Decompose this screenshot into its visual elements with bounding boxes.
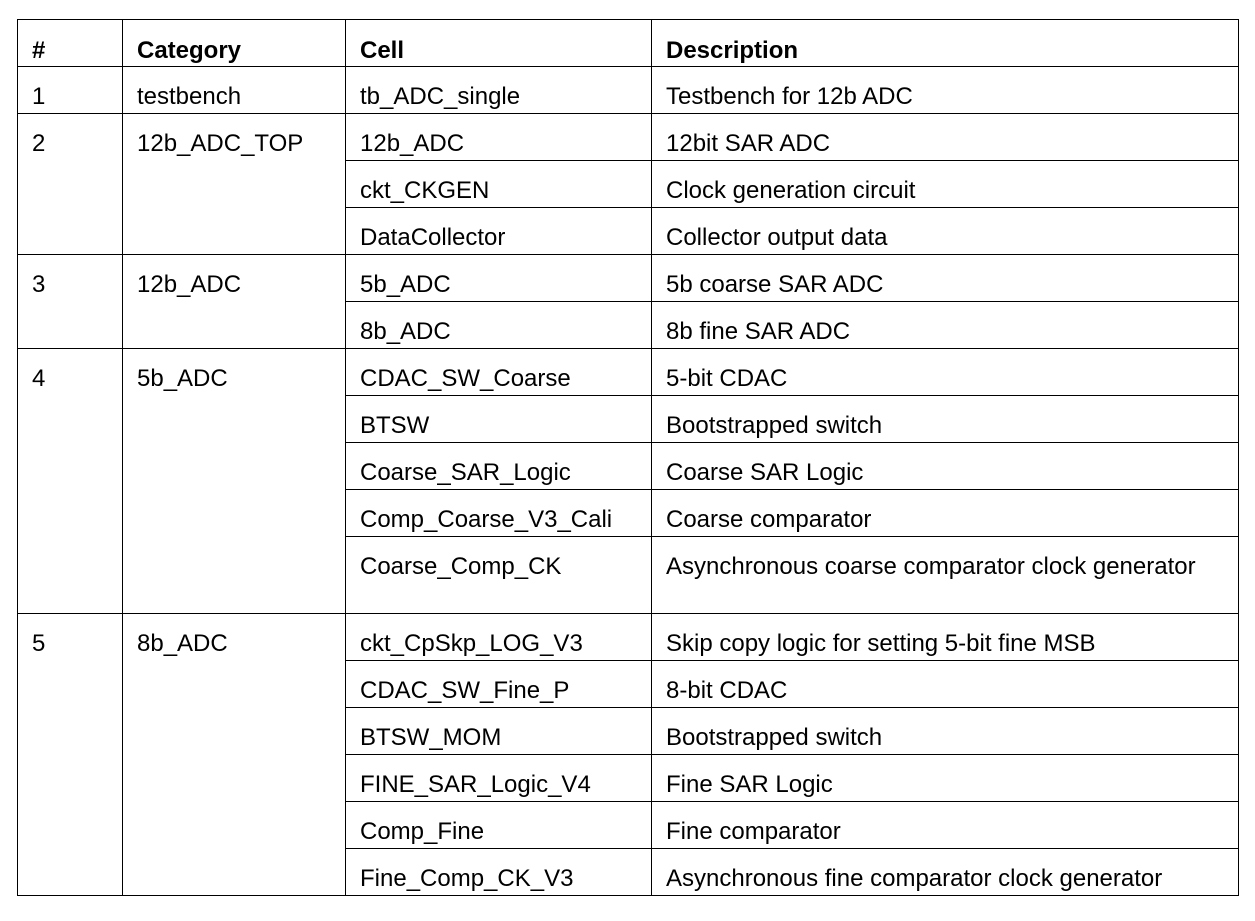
header-category: Category xyxy=(123,20,346,67)
table-row xyxy=(18,67,1239,114)
row-number: 5 xyxy=(18,614,123,896)
row-description: Bootstrapped switch xyxy=(652,396,1239,443)
row-description: Fine comparator xyxy=(652,802,1239,849)
row-number: 3 xyxy=(18,255,123,349)
row-description: Coarse comparator xyxy=(652,490,1239,537)
row-cell: Fine_Comp_CK_V3 xyxy=(346,849,652,896)
cell-table xyxy=(17,19,1239,896)
table-header xyxy=(18,20,1239,67)
row-cell: Coarse_Comp_CK xyxy=(346,537,652,614)
row-category: 5b_ADC xyxy=(123,349,346,614)
table-row xyxy=(18,114,1239,161)
table-body xyxy=(18,67,1239,896)
row-cell: FINE_SAR_Logic_V4 xyxy=(346,755,652,802)
header-description: Description xyxy=(652,20,1239,67)
row-cell: 12b_ADC xyxy=(346,114,652,161)
row-description: 5b coarse SAR ADC xyxy=(652,255,1239,302)
table-row xyxy=(18,255,1239,302)
row-cell: ckt_CKGEN xyxy=(346,161,652,208)
row-description: 8b fine SAR ADC xyxy=(652,302,1239,349)
row-description: Testbench for 12b ADC xyxy=(652,67,1239,114)
row-cell: BTSW xyxy=(346,396,652,443)
row-cell: ckt_CpSkp_LOG_V3 xyxy=(346,614,652,661)
header-number: # xyxy=(18,20,123,67)
row-category: 12b_ADC xyxy=(123,255,346,349)
row-cell: CDAC_SW_Fine_P xyxy=(346,661,652,708)
row-category: 12b_ADC_TOP xyxy=(123,114,346,255)
row-cell: 8b_ADC xyxy=(346,302,652,349)
table-row xyxy=(18,349,1239,396)
row-description: Coarse SAR Logic xyxy=(652,443,1239,490)
row-description: Collector output data xyxy=(652,208,1239,255)
row-cell: BTSW_MOM xyxy=(346,708,652,755)
row-cell: 5b_ADC xyxy=(346,255,652,302)
row-description: Asynchronous coarse comparator clock generator xyxy=(652,537,1239,614)
header-cell: Cell xyxy=(346,20,652,67)
row-description: Skip copy logic for setting 5-bit fine MSB xyxy=(652,614,1239,661)
row-cell: CDAC_SW_Coarse xyxy=(346,349,652,396)
row-category: 8b_ADC xyxy=(123,614,346,896)
row-cell: Coarse_SAR_Logic xyxy=(346,443,652,490)
row-cell: tb_ADC_single xyxy=(346,67,652,114)
row-description: Bootstrapped switch xyxy=(652,708,1239,755)
row-description: 5-bit CDAC xyxy=(652,349,1239,396)
row-description: Asynchronous fine comparator clock generator xyxy=(652,849,1239,896)
row-category: testbench xyxy=(123,67,346,114)
row-description: Fine SAR Logic xyxy=(652,755,1239,802)
row-description: Clock generation circuit xyxy=(652,161,1239,208)
row-description: 12bit SAR ADC xyxy=(652,114,1239,161)
row-number: 2 xyxy=(18,114,123,255)
row-cell: Comp_Coarse_V3_Cali xyxy=(346,490,652,537)
row-cell: DataCollector xyxy=(346,208,652,255)
table-row xyxy=(18,614,1239,661)
header-row xyxy=(18,20,1239,67)
row-cell: Comp_Fine xyxy=(346,802,652,849)
row-number: 4 xyxy=(18,349,123,614)
row-number: 1 xyxy=(18,67,123,114)
row-description: 8-bit CDAC xyxy=(652,661,1239,708)
